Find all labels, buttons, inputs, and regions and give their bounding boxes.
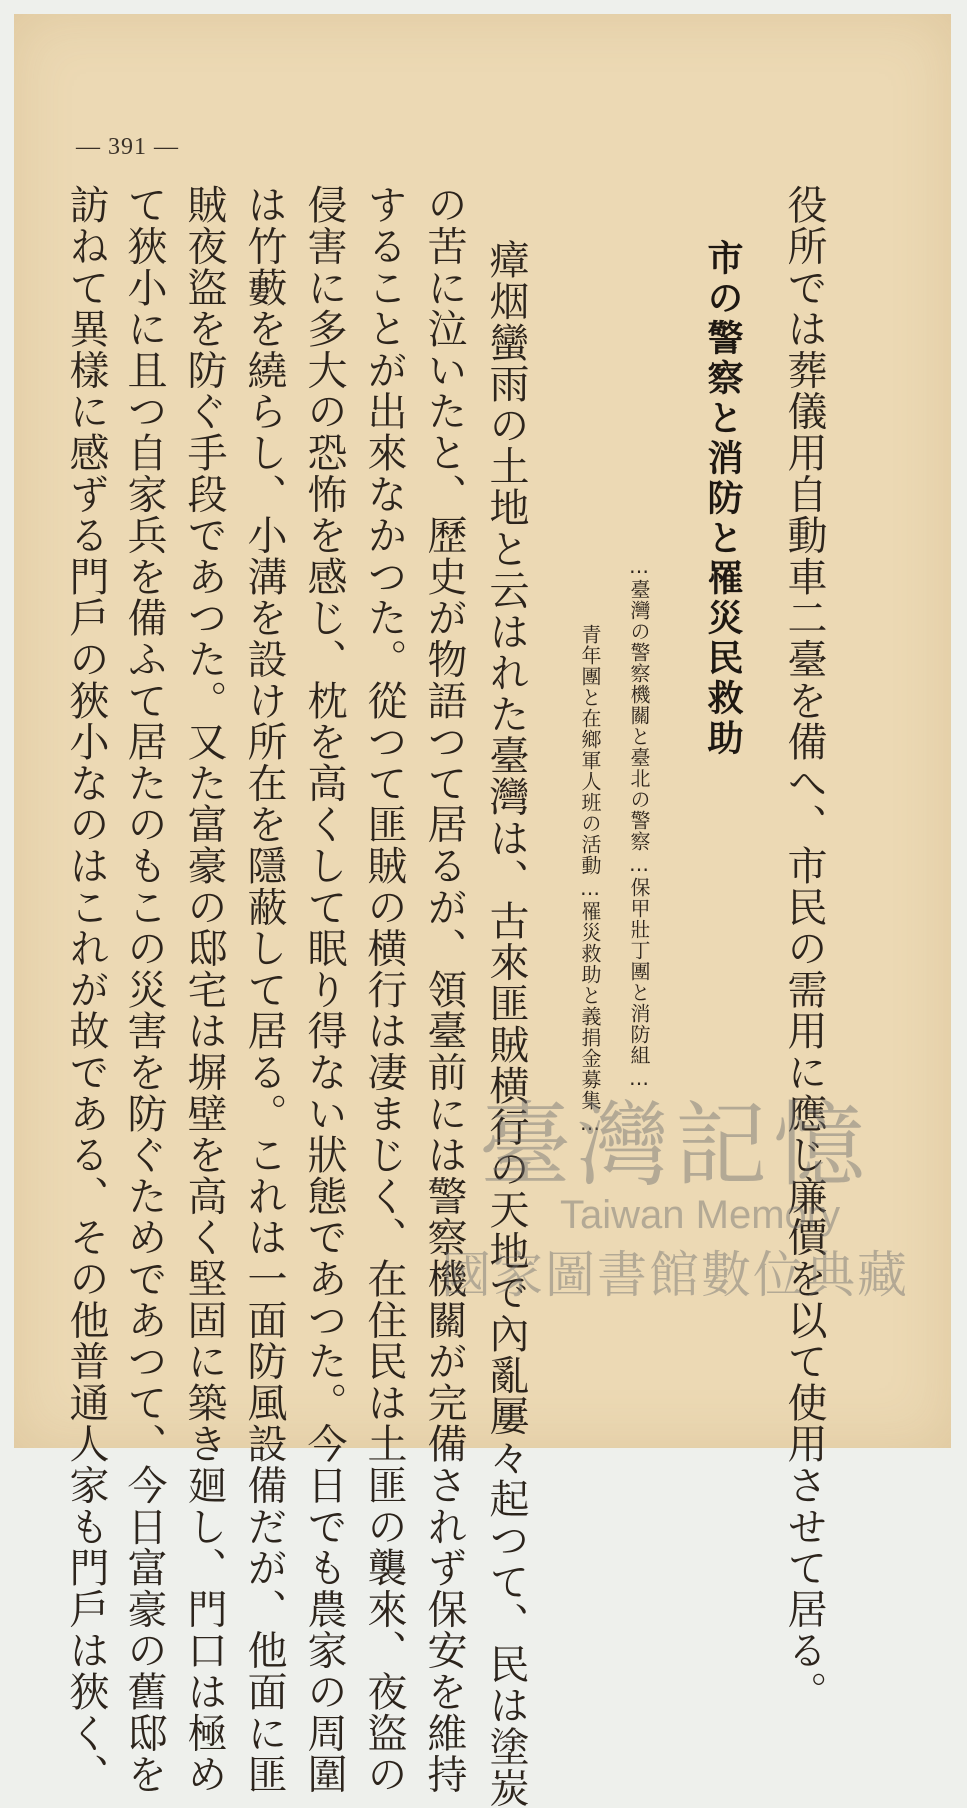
text-column-6: の苦に泣いたと、歷史が物語つて居るが、領臺前には警察機關が完備されず保安を維持 bbox=[421, 184, 467, 1795]
section-subtitle-1: …臺灣の警察機關と臺北の警察…保甲壯丁團と消防組… bbox=[627, 554, 651, 1091]
section-subtitle-2: 青年團と在鄉軍人班の活動…罹災救助と義捐金募集… bbox=[578, 624, 602, 1136]
text-column-11: て狹小に且つ自家兵を備ふて居たのもこの災害を防ぐためであつて、今日富豪の舊邸を bbox=[121, 184, 167, 1795]
text-column-12: 訪ねて異樣に感ずる門戶の狹小なのはこれが故である、その他普通人家も門戶は狹く、 bbox=[63, 184, 109, 1795]
text-column-7: することが出來なかつた。從つて匪賊の横行は凄まじく、在住民は土匪の襲來、夜盜の bbox=[361, 184, 407, 1795]
section-heading: 市の警察と消防と罹災民救助 bbox=[702, 239, 743, 759]
watermark-org: 國家圖書館數位典藏 bbox=[441, 1246, 909, 1304]
watermark-english: Taiwan Memory bbox=[560, 1193, 841, 1237]
text-column-10: 賊夜盜を防ぐ手段であつた。又た富豪の邸宅は塀壁を高く堅固に築き廻し、門口は極め bbox=[181, 184, 227, 1795]
page-number: — 391 — bbox=[76, 134, 179, 160]
text-column-5: 瘴烟蠻雨の土地と云はれた臺灣は、古來匪賊横行の天地で內亂屢々起つて、民は塗炭 bbox=[483, 239, 529, 1808]
watermark-title: 臺灣記憶 bbox=[478, 1092, 871, 1199]
text-column-8: 侵害に多大の恐怖を感じ、枕を高くして眠り得ない狀態であつた。今日でも農家の周圍 bbox=[301, 184, 347, 1795]
text-column-9: は竹藪を繞らし、小溝を設け所在を隱蔽して居る。これは一面防風設備だが、他面に匪 bbox=[241, 184, 287, 1795]
text-column-1: 役所では葬儀用自動車二臺を備へ、市民の需用に應じ廉價を以て使用させて居る。 bbox=[781, 184, 827, 1713]
watermark-logo bbox=[440, 1092, 910, 1350]
